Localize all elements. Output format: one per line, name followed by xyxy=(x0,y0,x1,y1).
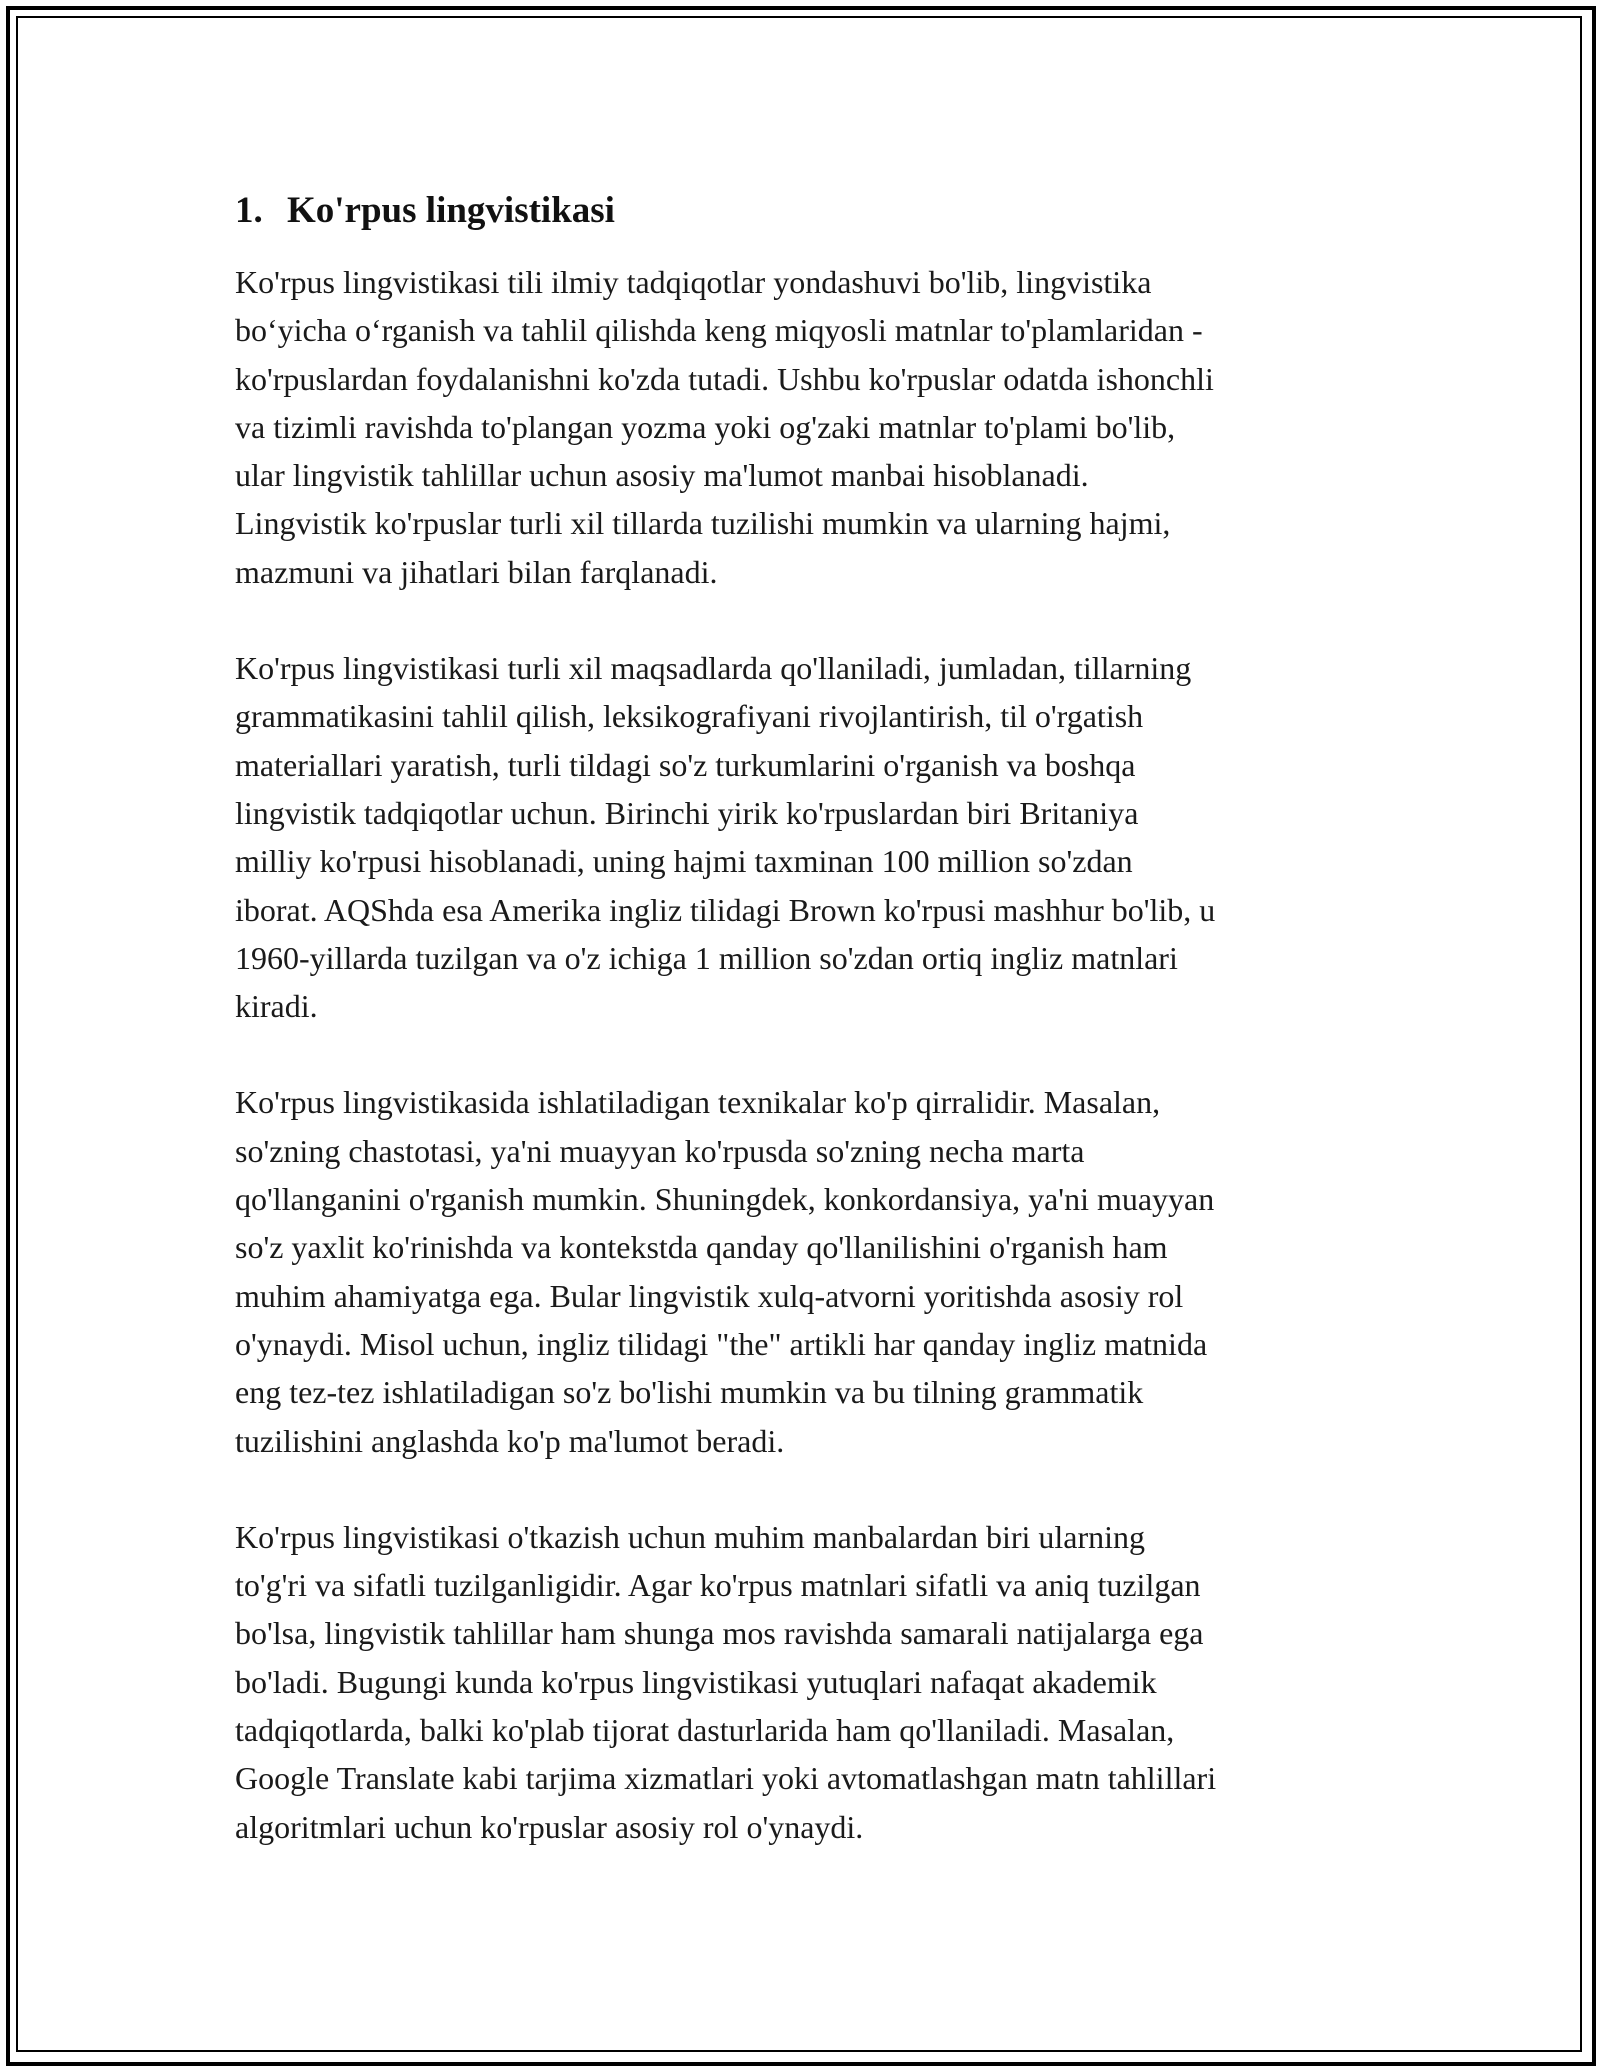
paragraph-2 xyxy=(235,644,1370,1030)
paragraph-4 xyxy=(235,1513,1370,1851)
paragraph-line: qo'llanganini o'rganish mumkin. Shuningdek, konkordansiya, ya'ni muayyan xyxy=(235,1181,1215,1218)
paragraph-line: ko'rpuslardan foydalanishni ko'zda tutadi. Ushbu ko'rpuslar odatda ishonchli xyxy=(235,360,1214,397)
paragraph-line: eng tez-tez ishlatiladigan so'z bo'lishi mumkin va bu tilning grammatik xyxy=(235,1374,1144,1411)
paragraph-line: algoritmlari uchun ko'rpuslar asosiy rol o'ynaydi. xyxy=(235,1808,864,1845)
paragraph-line: tuzilishini anglashda ko'p ma'lumot beradi. xyxy=(235,1422,785,1459)
paragraph-line: tadqiqotlarda, balki ko'plab tijorat dasturlarida ham qo'llaniladi. Masalan, xyxy=(235,1712,1175,1749)
paragraph-line: iborat. AQShda esa Amerika ingliz tilidagi Brown ko'rpusi mashhur bo'lib, u xyxy=(235,891,1216,928)
section-title: Ko'rpus lingvistikasi xyxy=(287,190,615,231)
paragraph-line: Google Translate kabi tarjima xizmatlari yoki avtomatlashgan matn tahlillari xyxy=(235,1760,1217,1797)
paragraph-line: mazmuni va jihatlari bilan farqlanadi. xyxy=(235,553,718,590)
paragraph-line: muhim ahamiyatga ega. Bular lingvistik xulq-atvorni yoritishda asosiy rol xyxy=(235,1277,1184,1314)
paragraph-line: ular lingvistik tahlillar uchun asosiy ma'lumot manbai hisoblanadi. xyxy=(235,457,1089,494)
paragraph-line: lingvistik tadqiqotlar uchun. Birinchi yirik ko'rpuslardan biri Britaniya xyxy=(235,794,1139,831)
paragraph-line: kiradi. xyxy=(235,988,318,1025)
paragraph-line: va tizimli ravishda to'plangan yozma yoki og'zaki matnlar to'plami bo'lib, xyxy=(235,408,1176,445)
paragraph-line: bo‘yicha o‘rganish va tahlil qilishda keng miqyosli matnlar to'plamlaridan - xyxy=(235,312,1203,349)
section-heading xyxy=(235,186,1370,236)
paragraph-line: Ko'rpus lingvistikasi turli xil maqsadlarda qo'llaniladi, jumladan, tillarning xyxy=(235,650,1192,687)
paragraph-1 xyxy=(235,258,1370,596)
paragraph-line: milliy ko'rpusi hisoblanadi, uning hajmi taxminan 100 million so'zdan xyxy=(235,843,1133,880)
paragraph-line: materiallari yaratish, turli tildagi so'z turkumlarini o'rganish va boshqa xyxy=(235,746,1136,783)
paragraph-line: Ko'rpus lingvistikasi tili ilmiy tadqiqotlar yondashuvi bo'lib, lingvistika xyxy=(235,264,1152,300)
paragraph-line: grammatikasini tahlil qilish, leksikografiyani rivojlantirish, til o'rgatish xyxy=(235,698,1144,735)
paragraph-line: o'ynaydi. Misol uchun, ingliz tilidagi "the" artikli har qanday ingliz matnida xyxy=(235,1325,1208,1362)
section-number: 1. xyxy=(235,190,263,231)
paragraph-line: Lingvistik ko'rpuslar turli xil tillarda tuzilishi mumkin va ularning hajmi, xyxy=(235,505,1171,542)
paragraph-line: Ko'rpus lingvistikasi o'tkazish uchun muhim manbalardan biri ularning xyxy=(235,1518,1146,1555)
paragraph-line: to'g'ri va sifatli tuzilganligidir. Agar ko'rpus matnlari sifatli va aniq tuzilgan xyxy=(235,1567,1201,1604)
paragraph-line: so'z yaxlit ko'rinishda va kontekstda qanday qo'llanilishini o'rganish ham xyxy=(235,1229,1168,1266)
document-body xyxy=(235,186,1370,1899)
paragraph-3 xyxy=(235,1078,1370,1464)
paragraph-line: bo'lsa, lingvistik tahlillar ham shunga mos ravishda samarali natijalarga ega xyxy=(235,1615,1204,1652)
paragraph-line: 1960-yillarda tuzilgan va o'z ichiga 1 million so'zdan ortiq ingliz matnlari xyxy=(235,939,1178,976)
paragraph-line: so'zning chastotasi, ya'ni muayyan ko'rpusda so'zning necha marta xyxy=(235,1132,1085,1169)
paragraph-line: bo'ladi. Bugungi kunda ko'rpus lingvistikasi yutuqlari nafaqat akademik xyxy=(235,1663,1157,1700)
paragraph-line: Ko'rpus lingvistikasida ishlatiladigan texnikalar ko'p qirralidir. Masalan, xyxy=(235,1084,1161,1121)
